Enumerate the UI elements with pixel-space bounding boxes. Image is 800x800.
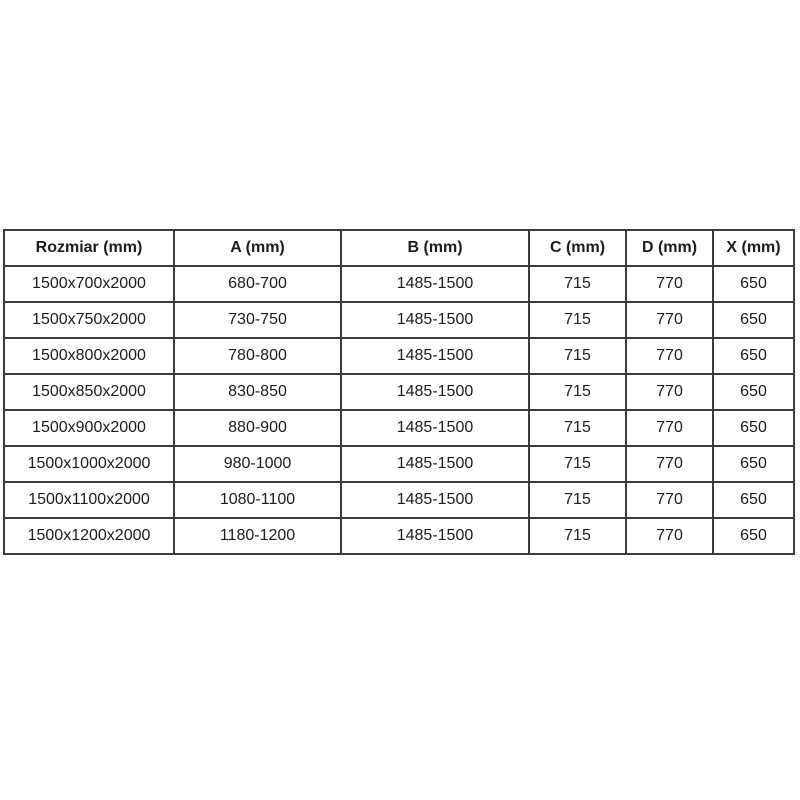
header-cell-x: X (mm) bbox=[713, 230, 794, 266]
table-cell: 770 bbox=[626, 266, 713, 302]
table-cell: 830-850 bbox=[174, 374, 341, 410]
table-cell: 650 bbox=[713, 446, 794, 482]
table-cell: 650 bbox=[713, 266, 794, 302]
table-cell: 770 bbox=[626, 482, 713, 518]
table-cell: 1485-1500 bbox=[341, 410, 529, 446]
header-cell-a: A (mm) bbox=[174, 230, 341, 266]
table-row bbox=[4, 302, 794, 338]
table-row bbox=[4, 482, 794, 518]
table-cell: 770 bbox=[626, 518, 713, 554]
table-cell: 650 bbox=[713, 518, 794, 554]
table-cell: 1485-1500 bbox=[341, 374, 529, 410]
table-row bbox=[4, 266, 794, 302]
table-cell: 770 bbox=[626, 410, 713, 446]
table-cell: 715 bbox=[529, 446, 626, 482]
table-cell: 715 bbox=[529, 410, 626, 446]
table-cell: 1485-1500 bbox=[341, 482, 529, 518]
table-cell: 650 bbox=[713, 482, 794, 518]
table-cell: 880-900 bbox=[174, 410, 341, 446]
table-cell: 650 bbox=[713, 410, 794, 446]
table-cell: 1500x850x2000 bbox=[4, 374, 174, 410]
table-header-row bbox=[4, 230, 794, 266]
table-cell: 715 bbox=[529, 482, 626, 518]
table-cell: 1485-1500 bbox=[341, 518, 529, 554]
table-row bbox=[4, 518, 794, 554]
table-cell: 980-1000 bbox=[174, 446, 341, 482]
table-cell: 1485-1500 bbox=[341, 302, 529, 338]
table-row bbox=[4, 410, 794, 446]
table-row bbox=[4, 338, 794, 374]
table-cell: 770 bbox=[626, 374, 713, 410]
table-cell: 1080-1100 bbox=[174, 482, 341, 518]
table-cell: 1500x1000x2000 bbox=[4, 446, 174, 482]
table-cell: 770 bbox=[626, 302, 713, 338]
table-cell: 1500x750x2000 bbox=[4, 302, 174, 338]
table-cell: 715 bbox=[529, 302, 626, 338]
table-cell: 650 bbox=[713, 302, 794, 338]
size-spec-table bbox=[3, 229, 795, 555]
table-cell: 1500x700x2000 bbox=[4, 266, 174, 302]
table-cell: 1500x900x2000 bbox=[4, 410, 174, 446]
header-cell-rozmiar: Rozmiar (mm) bbox=[4, 230, 174, 266]
table-cell: 650 bbox=[713, 374, 794, 410]
table-cell: 1485-1500 bbox=[341, 266, 529, 302]
table-cell: 1500x800x2000 bbox=[4, 338, 174, 374]
table-cell: 715 bbox=[529, 338, 626, 374]
table-cell: 715 bbox=[529, 374, 626, 410]
table-cell: 1500x1200x2000 bbox=[4, 518, 174, 554]
table-cell: 1180-1200 bbox=[174, 518, 341, 554]
table-cell: 1485-1500 bbox=[341, 338, 529, 374]
table-cell: 1485-1500 bbox=[341, 446, 529, 482]
table-cell: 770 bbox=[626, 446, 713, 482]
table-row bbox=[4, 446, 794, 482]
header-cell-c: C (mm) bbox=[529, 230, 626, 266]
header-cell-d: D (mm) bbox=[626, 230, 713, 266]
header-cell-b: B (mm) bbox=[341, 230, 529, 266]
table-cell: 780-800 bbox=[174, 338, 341, 374]
table-cell: 715 bbox=[529, 266, 626, 302]
table-cell: 1500x1100x2000 bbox=[4, 482, 174, 518]
table-cell: 680-700 bbox=[174, 266, 341, 302]
table-cell: 770 bbox=[626, 338, 713, 374]
table-cell: 715 bbox=[529, 518, 626, 554]
table-row bbox=[4, 374, 794, 410]
table-cell: 650 bbox=[713, 338, 794, 374]
table-cell: 730-750 bbox=[174, 302, 341, 338]
